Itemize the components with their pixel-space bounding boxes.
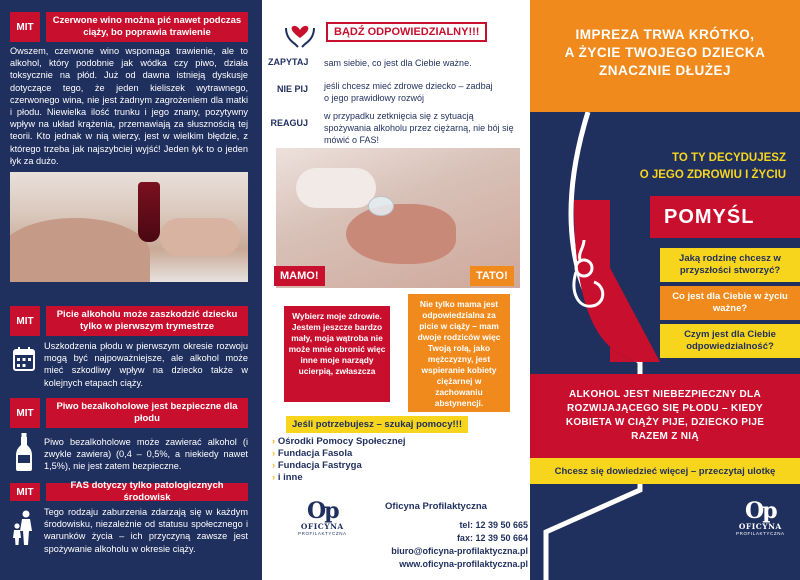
contact-info <box>358 500 528 571</box>
panel-myths <box>0 0 258 580</box>
pregnant-woman-wine-photo <box>10 172 248 282</box>
label-ask: ZAPYTAJ <box>268 57 309 67</box>
beer-bottle-icon <box>12 432 36 472</box>
panel-responsibility <box>262 0 530 580</box>
responsibility-title: BĄDŹ ODPOWIEDZIALNY!!! <box>326 22 487 42</box>
parent-child-icon <box>12 508 36 548</box>
label-react: REAGUJ <box>270 118 308 128</box>
mama-label: MAMO! <box>274 266 325 286</box>
alcohol-warning: ALKOHOL JEST NIEBEZPIECZNY DLA ROZWIJAJĄCEGO SIĘ PŁODU – KIEDY KOBIETA W CIĄŻY PIJE, DZIECKO PIJE RAZEM Z NIĄ <box>530 374 800 458</box>
contact-fax: fax: 12 39 50 664 <box>456 533 528 543</box>
help-item: › Fundacja Fasola <box>272 448 406 460</box>
question-responsibility: Czym jest dla Ciebie odpowiedzialność? <box>660 324 800 358</box>
oficyna-logo-cover: Op OFICYNA PROFILAKTYCZNA <box>736 498 785 536</box>
think-heading: POMYŚL <box>650 196 800 238</box>
myth-2-title: Picie alkoholu może zaszkodzić dziecku tylko w pierwszym trymestrze <box>46 306 248 336</box>
myth-3-header <box>10 398 248 428</box>
myth-4-header <box>10 480 248 503</box>
mit-tag: MIT <box>10 398 40 428</box>
help-list <box>272 436 406 484</box>
myth-2-text: Uszkodzenia płodu w pierwszym okresie rozwoju mogą być najpoważniejsze, ale alkohol może mieć szkodliwy wpływ na dziecko także w kolejnych etapach ciąży. <box>44 341 248 388</box>
myth-3-text: Piwo bezalkoholowe może zawierać alkohol (i zwykle zawiera) (0,4 – 0,5%, a niekiedy nawet 1,5%), nie jest zatem bezpieczne. <box>44 437 248 472</box>
heart-hands-icon <box>284 18 316 48</box>
help-item: › Ośrodki Pomocy Społecznej <box>272 436 406 448</box>
label-dont-drink: NIE PIJ <box>276 84 308 94</box>
myth-1-title: Czerwone wino można pić nawet podczas ciąży, bo poprawia trawienie <box>46 12 248 42</box>
myth-3-title: Piwo bezalkoholowe jest bezpieczne dla płodu <box>46 398 248 428</box>
tato-label: TATO! <box>470 266 514 286</box>
myth-4-text: Tego rodzaju zaburzenia zdarzają się w każdym środowisku, niezależnie od statusu społecznego i warunków życia – ich przyczyną zawsze jest spożywanie alkoholu w okresie ciąży. <box>44 507 248 554</box>
mit-tag: MIT <box>10 483 40 501</box>
text-dont-drink: jeśli chcesz mieć zdrowe dziecko – zadbaj o jego prawidłowy rozwój <box>324 81 493 103</box>
myth-4-title: FAS dotyczy tylko patologicznych środowisk <box>46 483 248 501</box>
help-item: › i inne <box>272 472 406 484</box>
headline: IMPREZA TRWA KRÓTKO, A ŻYCIE TWOJEGO DZIECKA ZNACZNIE DŁUŻEJ <box>530 0 800 112</box>
question-family: Jaką rodzinę chcesz w przyszłości stworzyć? <box>660 248 800 282</box>
learn-more: Chcesz się dowiedzieć więcej – przeczytaj ulotkę <box>530 458 800 484</box>
myth-2-header <box>10 306 248 336</box>
contact-tel: tel: 12 39 50 665 <box>459 520 528 530</box>
text-ask: sam siebie, co jest dla Ciebie ważne. <box>324 58 472 68</box>
myth-1-text: Owszem, czerwone wino wspomaga trawienie, ale to alkohol, który podobnie jak wódka czy piwo, działa toksycznie na płód. Już od dawna istnieją dyskusje dotyczące tego, że jeden kieliszek wytrawnego, czerwonego wina, nie jest żadnym zagrożeniem dla matki i płodu. Niewielka ilość trunku i jego znany, pozytywny wpływ na układ krążenia, przemawiają za słusznością tej teorii. Kto jednak w nią wierzy, jest w wielkim błędzie, z którego trzeba jak najszybciej wyjść! Jeden łyk to o jeden łyk za dużo. <box>10 46 248 166</box>
oficyna-logo: Op OFICYNA PROFILAKTYCZNA <box>298 498 347 536</box>
text-react: w przypadku zetknięcia się z sytuacją spożywania alkoholu przez ciężarną, nie bój się mówić o FAS! <box>324 111 514 145</box>
question-important: Co jest dla Ciebie w życiu ważne? <box>660 286 800 320</box>
contact-name: Oficyna Profilaktyczna <box>385 501 487 512</box>
mit-tag: MIT <box>10 306 40 336</box>
calendar-icon <box>12 344 36 374</box>
contact-web[interactable]: www.oficyna-profilaktyczna.pl <box>399 559 528 569</box>
mit-tag: MIT <box>10 12 40 42</box>
help-title: Jeśli potrzebujesz – szukaj pomocy!!! <box>286 416 468 433</box>
panel-cover <box>530 0 800 580</box>
myth-1-header <box>10 12 248 42</box>
tato-message: Nie tylko mama jest odpowiedzialna za picie w ciąży – mam dwoje rodziców więc Twoją rolą, jako mężczyzny, jest wspieranie kobiety ciężarnej w zachowaniu abstynencji. <box>408 294 510 412</box>
contact-email[interactable]: biuro@oficyna-profilaktyczna.pl <box>391 546 528 556</box>
mama-message: Wybierz moje zdrowie. Jestem jeszcze bardzo mały, moja wątroba nie może mnie obronić więc inne moje narządy ucierpią, zwłaszcza <box>284 306 390 402</box>
decide-text: TO TY DECYDUJESZ O JEGO ZDROWIU I ŻYCIU <box>620 150 790 184</box>
help-item: › Fundacja Fastryga <box>272 460 406 472</box>
